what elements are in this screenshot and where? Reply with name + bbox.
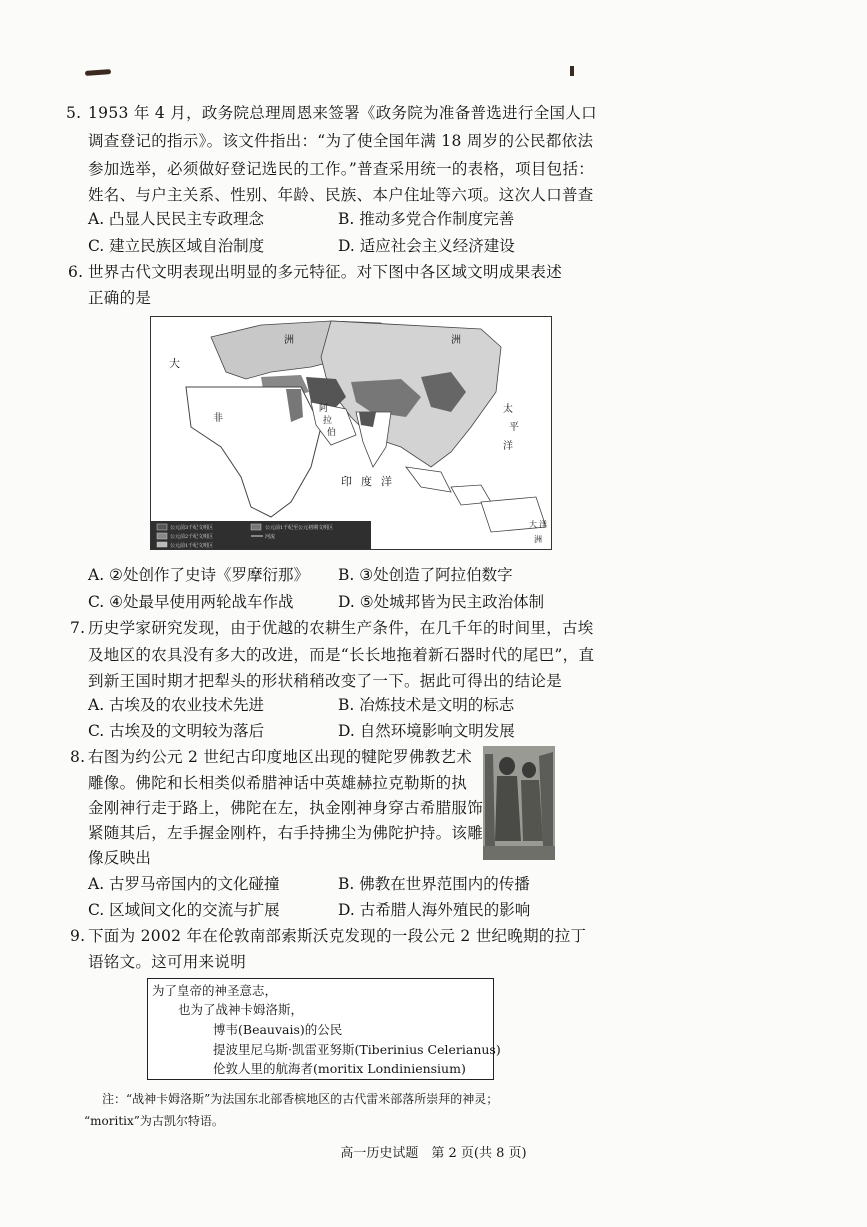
option-c[interactable]: C. ④处最早使用两轮战车作战 bbox=[88, 593, 294, 611]
option-b[interactable]: B. 冶炼技术是文明的标志 bbox=[338, 696, 515, 714]
question-line: 像反映出 bbox=[88, 849, 152, 867]
option-a[interactable]: A. 古埃及的农业技术先进 bbox=[88, 696, 265, 714]
question-number: 8. bbox=[70, 748, 86, 766]
map-label: 度 bbox=[361, 475, 372, 488]
question-line: 金刚神行走于路上，佛陀在左，执金刚神身穿古希腊服饰 bbox=[88, 799, 484, 817]
map-label: 洋 bbox=[539, 520, 547, 529]
map-label: 洋 bbox=[503, 441, 513, 452]
map-label: 拉 bbox=[323, 416, 333, 426]
map-legend-item: 公元前3千纪文明区 bbox=[170, 525, 214, 531]
map-label: 大 bbox=[169, 357, 180, 370]
option-a[interactable]: A. 凸显人民民主专政理念 bbox=[88, 210, 265, 228]
option-b[interactable]: B. 佛教在世界范围内的传播 bbox=[338, 875, 530, 893]
page-footer: 高一历史试题 第 2 页(共 8 页) bbox=[340, 1146, 527, 1161]
inscription-line: 为了皇帝的神圣意志， bbox=[152, 983, 278, 998]
option-c[interactable]: C. 区域间文化的交流与扩展 bbox=[88, 901, 280, 919]
note-line: 注：“战神卡姆洛斯”为法国东北部香槟地区的古代雷米部落所崇拜的神灵； bbox=[102, 1092, 499, 1106]
map-label: 平 bbox=[509, 422, 519, 433]
map-legend-item: 公元前1千纪至公元初期文明区 bbox=[265, 525, 334, 531]
option-a[interactable]: A. ②处创作了史诗《罗摩衍那》 bbox=[88, 566, 309, 584]
option-d[interactable]: D. 自然环境影响文明发展 bbox=[338, 722, 515, 740]
option-c[interactable]: C. 古埃及的文明较为落后 bbox=[88, 722, 265, 740]
question-number: 7. bbox=[70, 619, 86, 637]
option-b[interactable]: B. 推动多党合作制度完善 bbox=[338, 210, 515, 228]
map-label: 洲 bbox=[534, 535, 542, 544]
map-label: 伯 bbox=[327, 428, 337, 438]
world-civilization-map bbox=[150, 316, 552, 550]
question-line: 下面为 2002 年在伦敦南部索斯沃克发现的一段公元 2 世纪晚期的拉丁 bbox=[88, 927, 587, 945]
inscription-line: 伦敦人里的航海者(moritix Londiniensium) bbox=[213, 1061, 466, 1076]
map-legend-item: 河流 bbox=[265, 534, 276, 540]
option-d[interactable]: D. 古希腊人海外殖民的影响 bbox=[338, 901, 531, 919]
question-line: 历史学家研究发现，由于优越的农耕生产条件，在几千年的时间里，古埃 bbox=[88, 619, 594, 637]
map-label: 洲 bbox=[451, 335, 461, 346]
question-line: 及地区的农具没有多大的改进，而是“长长地拖着新石器时代的尾巴”，直 bbox=[88, 646, 595, 664]
question-line: 语铭文。这可用来说明 bbox=[88, 953, 247, 971]
question-line: 右图为约公元 2 世纪古印度地区出现的犍陀罗佛教艺术 bbox=[88, 748, 473, 766]
scan-artifact bbox=[85, 69, 111, 76]
map-label: 阿 bbox=[319, 404, 329, 414]
option-b[interactable]: B. ③处创造了阿拉伯数字 bbox=[338, 566, 513, 584]
inscription-line: 也为了战神卡姆洛斯， bbox=[178, 1002, 304, 1017]
option-c[interactable]: C. 建立民族区域自治制度 bbox=[88, 237, 265, 255]
question-line: 参加选举，必须做好登记选民的工作。”普查采用统一的表格，项目包括： bbox=[88, 160, 595, 178]
map-label: 太 bbox=[503, 404, 513, 415]
option-a[interactable]: A. 古罗马帝国内的文化碰撞 bbox=[88, 875, 280, 893]
question-line: 姓名、与户主关系、性别、年龄、民族、本户住址等六项。这次人口普查 bbox=[88, 186, 594, 204]
map-label: 印 bbox=[341, 475, 352, 488]
question-line: 调查登记的指示》。该文件指出：“为了使全国年满 18 周岁的公民都依法 bbox=[88, 132, 594, 150]
map-label: 洋 bbox=[381, 475, 392, 488]
map-label: 大 bbox=[529, 520, 537, 529]
question-line: 世界古代文明表现出明显的多元特征。对下图中各区域文明成果表述 bbox=[88, 263, 563, 281]
map-label: 洲 bbox=[284, 335, 294, 346]
question-line: 雕像。佛陀和长相类似希腊神话中英雄赫拉克勒斯的执 bbox=[88, 774, 468, 792]
scan-artifact bbox=[570, 66, 574, 76]
note-line: “moritix”为古凯尔特语。 bbox=[84, 1114, 224, 1128]
option-d[interactable]: D. ⑤处城邦皆为民主政治体制 bbox=[338, 593, 545, 611]
map-label: 非 bbox=[213, 413, 223, 424]
gandhara-statue-image bbox=[483, 746, 555, 860]
option-d[interactable]: D. 适应社会主义经济建设 bbox=[338, 237, 515, 255]
map-legend-item: 公元前1千纪文明区 bbox=[170, 543, 214, 549]
inscription-box bbox=[147, 978, 501, 1080]
question-line: 正确的是 bbox=[88, 289, 152, 307]
map-legend-item: 公元前2千纪文明区 bbox=[170, 534, 214, 540]
question-line: 到新王国时期才把犁头的形状稍稍改变了一下。据此可得出的结论是 bbox=[88, 672, 563, 690]
question-line: 紧随其后，左手握金刚杵，右手持拂尘为佛陀护持。该雕 bbox=[88, 824, 484, 842]
question-number: 6. bbox=[68, 263, 84, 281]
question-line: 1953 年 4 月，政务院总理周恩来签署《政务院为准备普选进行全国人口 bbox=[88, 104, 597, 122]
inscription-line: 博韦(Beauvais)的公民 bbox=[213, 1022, 343, 1037]
question-number: 9. bbox=[70, 927, 86, 945]
inscription-line: 提波里尼乌斯·凯雷亚努斯(Tiberinius Celerianus) bbox=[213, 1042, 501, 1057]
question-number: 5. bbox=[66, 104, 82, 122]
